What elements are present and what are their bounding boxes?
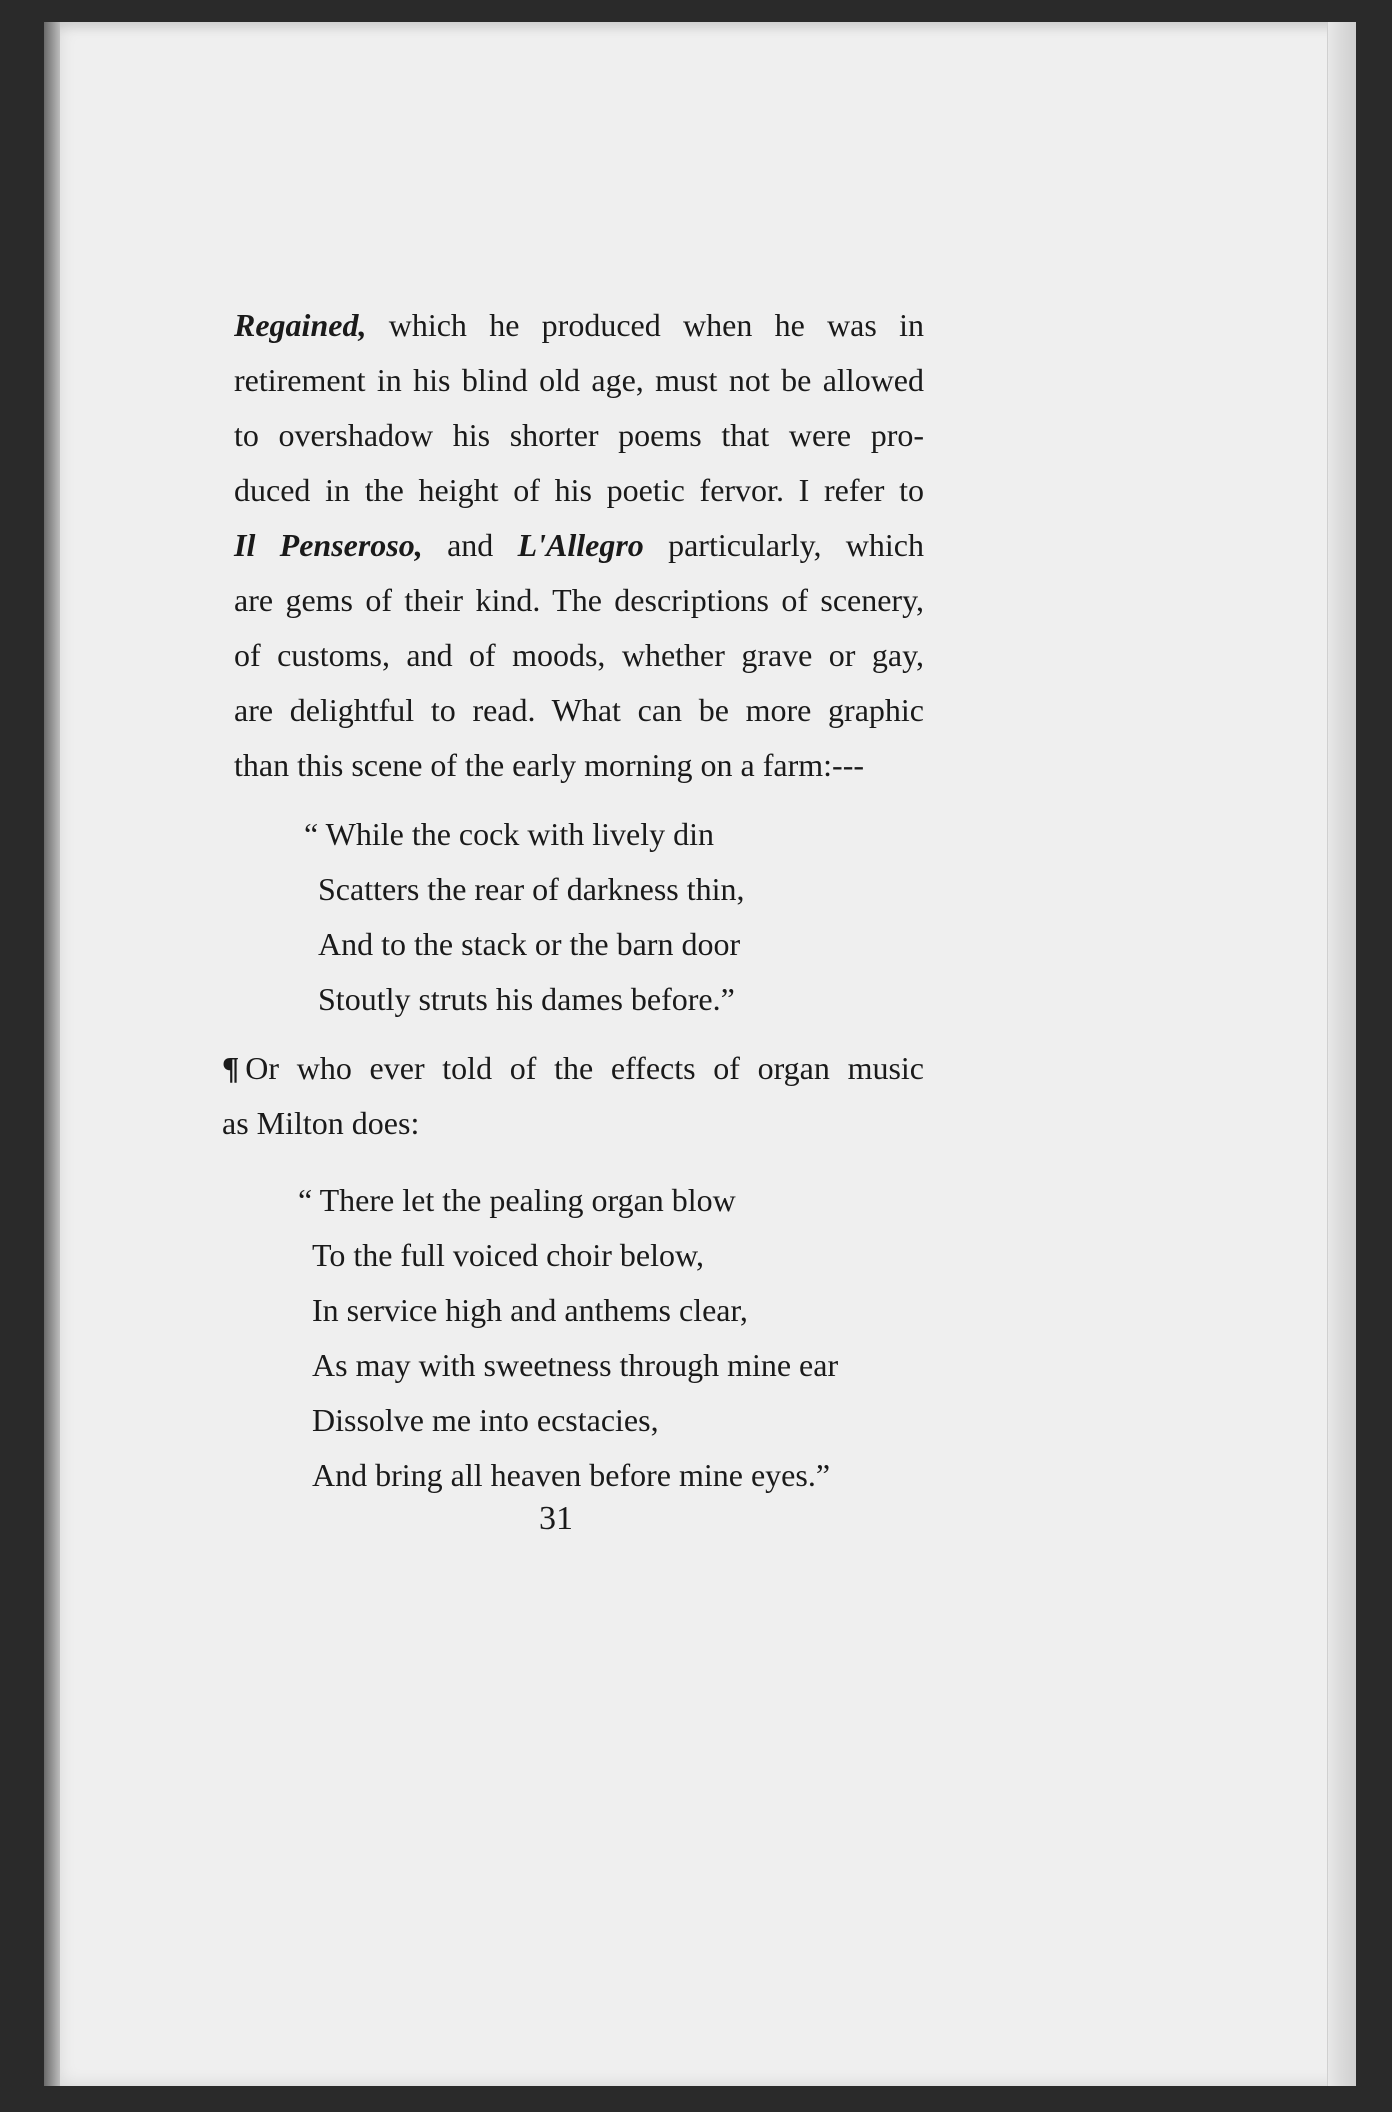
text-line: duced in the height of his poetic fervor. I refer to xyxy=(234,472,924,508)
verse-line: “ There let the pealing organ blow xyxy=(298,1182,736,1218)
text-line: to overshadow his shorter poems that were pro- xyxy=(234,417,924,453)
verse-quote-1 xyxy=(304,807,924,1027)
text-line: are gems of their kind. The descriptions of scenery, xyxy=(234,582,924,618)
verse-line: To the full voiced choir below, xyxy=(312,1237,705,1273)
text-line: retirement in his blind old age, must not be allowed xyxy=(234,362,924,398)
line-text: and xyxy=(422,527,518,563)
text-line xyxy=(222,1041,924,1096)
verse-line: And bring all heaven before mine eyes.” xyxy=(312,1457,831,1493)
verse-line: In service high and anthems clear, xyxy=(312,1292,748,1328)
text-line xyxy=(234,298,924,353)
verse-line: Dissolve me into ecstacies, xyxy=(312,1402,659,1438)
text-line: of customs, and of moods, whether grave or gay, xyxy=(234,637,924,673)
italic-title-regained: Regained, xyxy=(234,307,367,343)
text-line xyxy=(234,518,924,573)
page-number: 31 xyxy=(539,1500,573,1537)
text-line: as Milton does: xyxy=(222,1105,420,1141)
book-spine-shadow xyxy=(44,22,60,2086)
text-line: are delightful to read. What can be more graphic xyxy=(234,692,924,728)
verse-line: Scatters the rear of darkness thin, xyxy=(318,871,745,907)
pilcrow-icon: ¶ xyxy=(222,1050,240,1086)
italic-title-lallegro: L'Allegro xyxy=(517,527,644,563)
italic-title-il-penseroso: Il Penseroso, xyxy=(234,527,423,563)
paragraph-1 xyxy=(234,298,924,793)
line-text: Or who ever told of the effects of organ music xyxy=(245,1050,924,1086)
verse-line: “ While the cock with lively din xyxy=(304,816,714,852)
text-line: than this scene of the early morning on a farm:--- xyxy=(234,747,864,783)
line-text: particularly, which xyxy=(643,527,925,563)
page-edge xyxy=(1327,22,1356,2086)
verse-line: Stoutly struts his dames before.” xyxy=(318,981,735,1017)
line-text: which he produced when he was in xyxy=(366,307,924,343)
paragraph-2 xyxy=(222,1041,924,1151)
page-text-block xyxy=(222,298,925,1517)
verse-line: And to the stack or the barn door xyxy=(318,926,741,962)
verse-quote-2 xyxy=(298,1173,924,1503)
verse-line: As may with sweetness through mine ear xyxy=(312,1347,839,1383)
